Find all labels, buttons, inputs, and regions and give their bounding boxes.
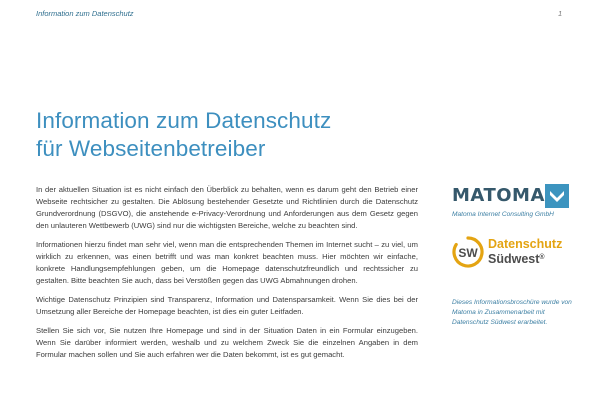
page-title (36, 107, 436, 163)
sidebar-note: Dieses Informationsbroschüre wurde von Matoma in Zusammenarbeit mit Datenschutz Südwest erarbeitet. (452, 299, 572, 326)
paragraph-1: In der aktuellen Situation ist es nicht einfach den Überblick zu behalten, wenn es darum geht den Betrieb einer Webseite rechtsicher zu gestalten. Die Ablösung bestehender Gesetzte und Richtlinien durch die Datenschutz Grundverordnung (DSGVO), die anstehende e-Privacy-Verordnung und Anforderungen aus dem Gesetz gegen den unlauteren Wettbewerb (UWG) sind nur die wichtigsten Bereiche, welche zu beachten sind. (36, 185, 418, 230)
paragraph-3: Wichtige Datenschutz Prinzipien sind Transparenz, Information und Datensparsamkeit. Wenn Sie dies bei der Umsetzung aller Bereiche der Homepage beachten, ist dies ein guter Leitfaden. (36, 294, 418, 316)
matoma-subtitle: Matoma Internet Consulting GmbH (452, 211, 554, 218)
matoma-logo-text: MATOMA (452, 185, 545, 206)
matoma-m-square-icon (545, 184, 569, 208)
matoma-logo (452, 184, 582, 208)
sw-logo-text (488, 237, 562, 266)
body-text (36, 184, 418, 368)
sw-logo-initials: SW (458, 246, 478, 260)
paragraph-2: Informationen hierzu findet man sehr viel, wenn man die entsprechenden Themen im Internet sucht – zu viel, um wirklich zu erkennen, was einen betrifft und was man konkret beachten muss. Hier möchten wir einfache, konkrete Handlungsempfehlungen geben, um die Homepage datenschutzfreundlich und rechtssicher zu gestalten. Bitte beachten Sie auch, dass bei Verstößen gegen das UWG Abmahnungen drohen. (36, 239, 418, 285)
running-header: Information zum Datenschutz (36, 9, 134, 18)
sw-logo-line-2 (488, 251, 562, 266)
sw-logo-icon (452, 236, 484, 268)
page-number: 1 (558, 9, 563, 18)
paragraph-4: Stellen Sie sich vor, Sie nutzen Ihre Homepage und sind in der Situation Daten in ein Formular einzugeben. Wenn Sie darüber informiert werden, weshalb und zu welchem Zweck Sie die einzelnen Angaben in dem Formular machen sollen und Sie auch erfahren wer die Daten bekommt, ist es gut gemacht. (36, 325, 418, 359)
sidebar (452, 184, 582, 268)
sw-logo-name: Südwest (488, 252, 540, 266)
sw-logo-line-1: Datenschutz (488, 237, 563, 251)
registered-mark: ® (539, 254, 545, 261)
title-line-1: Information zum Datenschutz (36, 108, 332, 134)
title-line-2: für Webseitenbetreiber (36, 136, 266, 162)
datenschutz-suedwest-logo (452, 236, 582, 268)
